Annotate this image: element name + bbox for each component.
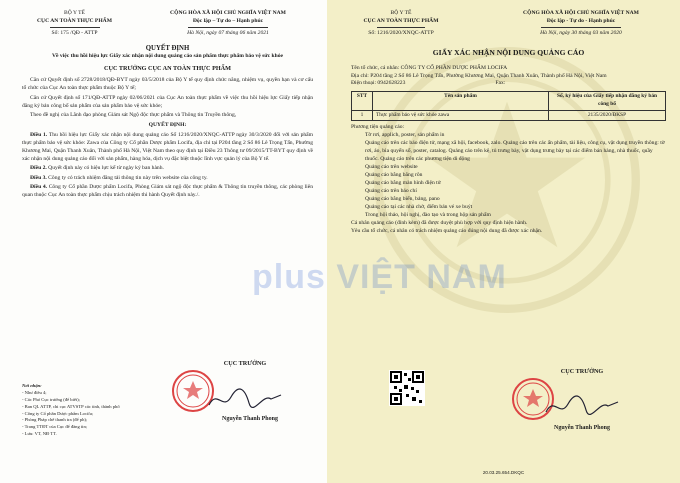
article-3: Điều 3. Công ty có trách nhiệm đăng tải thông tin này trên website của công ty. <box>30 174 208 181</box>
director-heading: CỤC TRƯỞNG CỤC AN TOÀN THỰC PHẨM <box>104 65 231 73</box>
issuer-block <box>22 10 127 38</box>
note-responsibility: Yêu cầu tổ chức, cá nhân có trách nhiệm quảng cáo đúng nội dung đã được xác nhận. <box>351 227 543 234</box>
decision-document <box>0 0 327 483</box>
methods-list <box>351 132 666 219</box>
sign-title: CỤC TRƯỞNG <box>223 360 267 367</box>
ad-confirmation-certificate <box>327 0 680 483</box>
doc-subject: Về việc thu hồi hiệu lực Giấy xác nhận nội dung quảng cáo sản phẩm thực phẩm bảo vệ sức khỏe <box>51 53 284 60</box>
document-number: Số: 175 /QĐ - ATTP <box>51 29 98 36</box>
preamble-para: Căn cứ Quyết định số 2728/2018/QĐ-BYT ngày 03/5/2018 của Bộ Y tế quy định chức năng, nhiệm vụ, quyền hạn và cơ cấu tổ chức của Cục An toàn thực phẩm thuộc Bộ Y tế; <box>22 77 313 92</box>
method-item: Tờ rơi, applich, poster, sản phẩm in <box>365 132 445 139</box>
method-item: Quảng cáo trên báo chí <box>365 187 417 194</box>
org-name: Tên tổ chức, cá nhân: CÔNG TY CỔ PHẦN DƯỢC PHẨM LOCIFA <box>351 64 508 71</box>
republic-title: CỘNG HÒA XÃ HỘI CHỦ NGHĨA VIỆT NAM <box>170 10 286 16</box>
sign-title: CỤC TRƯỞNG <box>560 368 604 375</box>
recipient-item: - Trang TTĐT của Cục để đăng tin; <box>22 424 88 430</box>
org-address: Địa chỉ: P204 tầng 2 Số 86 Lê Trọng Tấn, Phường Khương Mai, Quận Thanh Xuân, Thành phố Hà Nội, Việt Nam <box>351 72 607 79</box>
method-item: Quảng cáo bằng biển, bảng, pano <box>365 195 440 202</box>
table-cell: 2135/2020/ĐKSP <box>549 110 666 121</box>
article-1: Điều 1. Thu hồi hiệu lực Giấy xác nhận nội dung quảng cáo Số 1216/2020/XNQC-ATTP ngày 30/3/2020 đối với sản phẩm thực phẩm bảo vệ sức khỏe: Zawa của Công ty Cổ phần Dược phẩm Locifa, địa chỉ tại P204 tầng 2 Số 86 Lê Trọng Tấn, Phường Khương Mai, Quận Thanh Xuân, Thành phố Hà Nội, Việt Nam theo quy định tại Điều 23 Thông tư 09/2015/TT-BYT quy định về xác nhận nội dung quảng cáo đối với sản phẩm, hàng hóa, dịch vụ đặc biệt thuộc lĩnh vực quản lý của Bộ Y tế. <box>22 131 314 162</box>
method-item: Quảng cáo trên website <box>365 164 418 171</box>
preamble-para: Theo đề nghị của Lãnh đạo phòng Giám sát Ngộ độc thực phẩm và Thông tin Truyền thông, <box>30 111 237 118</box>
preamble-para: Căn cứ Quyết định số 171/QĐ-ATTP ngày 02/06/2021 của Cục An toàn thực phẩm về việc thu hồi hiệu lực Giấy tiếp nhận đăng ký bản công bố sản phẩm của sản phẩm bảo vệ sức khỏe; <box>22 94 313 109</box>
issuer-block <box>351 10 451 38</box>
article-4: Điều 4. Công ty Cổ phần Dược phẩm Locifa, Phòng Giám sát ngộ độc thực phẩm & Thông tin truyền thông, các phòng liên quan thuộc Cục An toàn thực phẩm chịu trách nhiệm thi hành Quyết định này./. <box>22 183 313 198</box>
col-header: STT <box>352 92 373 110</box>
recipient-item: - Công ty Cổ phần Dược phẩm Locifa; <box>22 410 94 416</box>
national-block <box>496 10 666 38</box>
decides-heading: QUYẾT ĐỊNH: <box>148 121 187 128</box>
issue-date: Hà Nội, ngày 07 tháng 06 năm 2021 <box>187 29 269 36</box>
national-block <box>143 10 313 38</box>
contact-row <box>351 80 666 88</box>
ministry-name: BỘ Y TẾ <box>390 10 412 16</box>
certificate-number: Số: 1216/2020/XNQC-ATTP <box>368 29 434 36</box>
signer-name: Nguyễn Thanh Phong <box>222 416 278 422</box>
table-cell: Thực phẩm bảo vệ sức khỏe zawa <box>373 110 549 121</box>
signature-icon <box>542 392 622 420</box>
org-info <box>351 65 666 89</box>
agency-name: CỤC AN TOÀN THỰC PHẨM <box>36 17 112 24</box>
signature-icon <box>205 385 285 413</box>
article-2: Điều 2. Quyết định này có hiệu lực kể từ ngày ký ban hành. <box>30 165 164 172</box>
note-approved: Cá nhân quảng cáo (đính kèm) đã được duyệt phù hợp với quy định hiện hành. <box>351 219 528 226</box>
recipients-label: Nơi nhận: <box>22 383 42 388</box>
recipient-item: - Lưu: VT, NĐ TT. <box>22 431 57 437</box>
preamble <box>22 77 313 120</box>
recipient-item: - Các Phó Cục trưởng (để biết); <box>22 396 80 402</box>
articles <box>22 132 313 200</box>
ministry-name: BỘ Y TẾ <box>64 10 85 16</box>
product-table <box>351 91 666 121</box>
org-phone: Điện thoại: 0942628223 <box>351 80 406 87</box>
footer-code: 20.03.25.654.DKQC <box>482 470 525 475</box>
method-item: Quảng cáo bằng băng rôn <box>365 172 423 179</box>
doc-title: QUYẾT ĐỊNH <box>145 44 190 52</box>
col-header: Tên sản phẩm <box>373 92 549 110</box>
recipients-block <box>22 383 162 438</box>
republic-title: CỘNG HÒA XÃ HỘI CHỦ NGHĨA VIỆT NAM <box>523 10 639 16</box>
cert-header <box>351 10 666 38</box>
qr-code-icon <box>389 370 425 406</box>
method-item: Quảng cáo bằng màn hình điện tử <box>365 179 441 186</box>
cert-title: GIẤY XÁC NHẬN NỘI DUNG QUẢNG CÁO <box>432 47 585 57</box>
agency-name: CỤC AN TOÀN THỰC PHẨM <box>363 17 439 24</box>
recipient-item: - Như điều 4; <box>22 389 47 395</box>
method-item: Quảng cáo trên các báo điện tử, mạng xã hội, facebook, zalo. Quảng cáo trên các ấn phẩm, tài liệu, công cụ, vật dụng truyền thông: tờ rơi, áo, bìa quyển sổ, poster, catalog. Quảng cáo trên kệ, tủ trưng bày, vật dụng trưng bày tại các điểm bán hàng, nhà thuốc, quầy thuốc. Quảng cáo trên các phương tiện di động <box>365 140 665 163</box>
col-header: Số, ký hiệu của Giấy tiếp nhận đăng ký bản công bố <box>549 92 666 110</box>
motto: Độc lập – Tự do – Hạnh phúc <box>192 17 264 24</box>
doc-header <box>22 10 313 38</box>
ad-methods <box>351 124 666 235</box>
recipient-item: - Ban QL ATTP, chi cục ATVSTP các tỉnh, thành phố <box>22 403 120 409</box>
table-row <box>352 110 666 121</box>
org-fax: Fax: <box>495 80 506 87</box>
issue-date: Hà Nội, ngày 30 tháng 03 năm 2020 <box>540 29 622 36</box>
motto: Độc lập - Tự do - Hạnh phúc <box>546 17 616 24</box>
method-item: Quảng cáo tại các nhà chờ, điểm bán vé xe buýt <box>365 203 473 210</box>
table-header-row <box>352 92 666 110</box>
table-cell: 1 <box>352 110 373 121</box>
signer-name: Nguyễn Thanh Phong <box>554 425 610 431</box>
method-item: Trong hội thảo, hội nghị, đào tạo và trong hộp sản phẩm <box>365 211 491 218</box>
site-watermark: plus VIỆT NAM <box>252 258 507 296</box>
methods-label: Phương tiện quảng cáo: <box>351 124 405 131</box>
recipient-item: - Phòng Pháp chế thanh tra (để ph); <box>22 417 88 423</box>
